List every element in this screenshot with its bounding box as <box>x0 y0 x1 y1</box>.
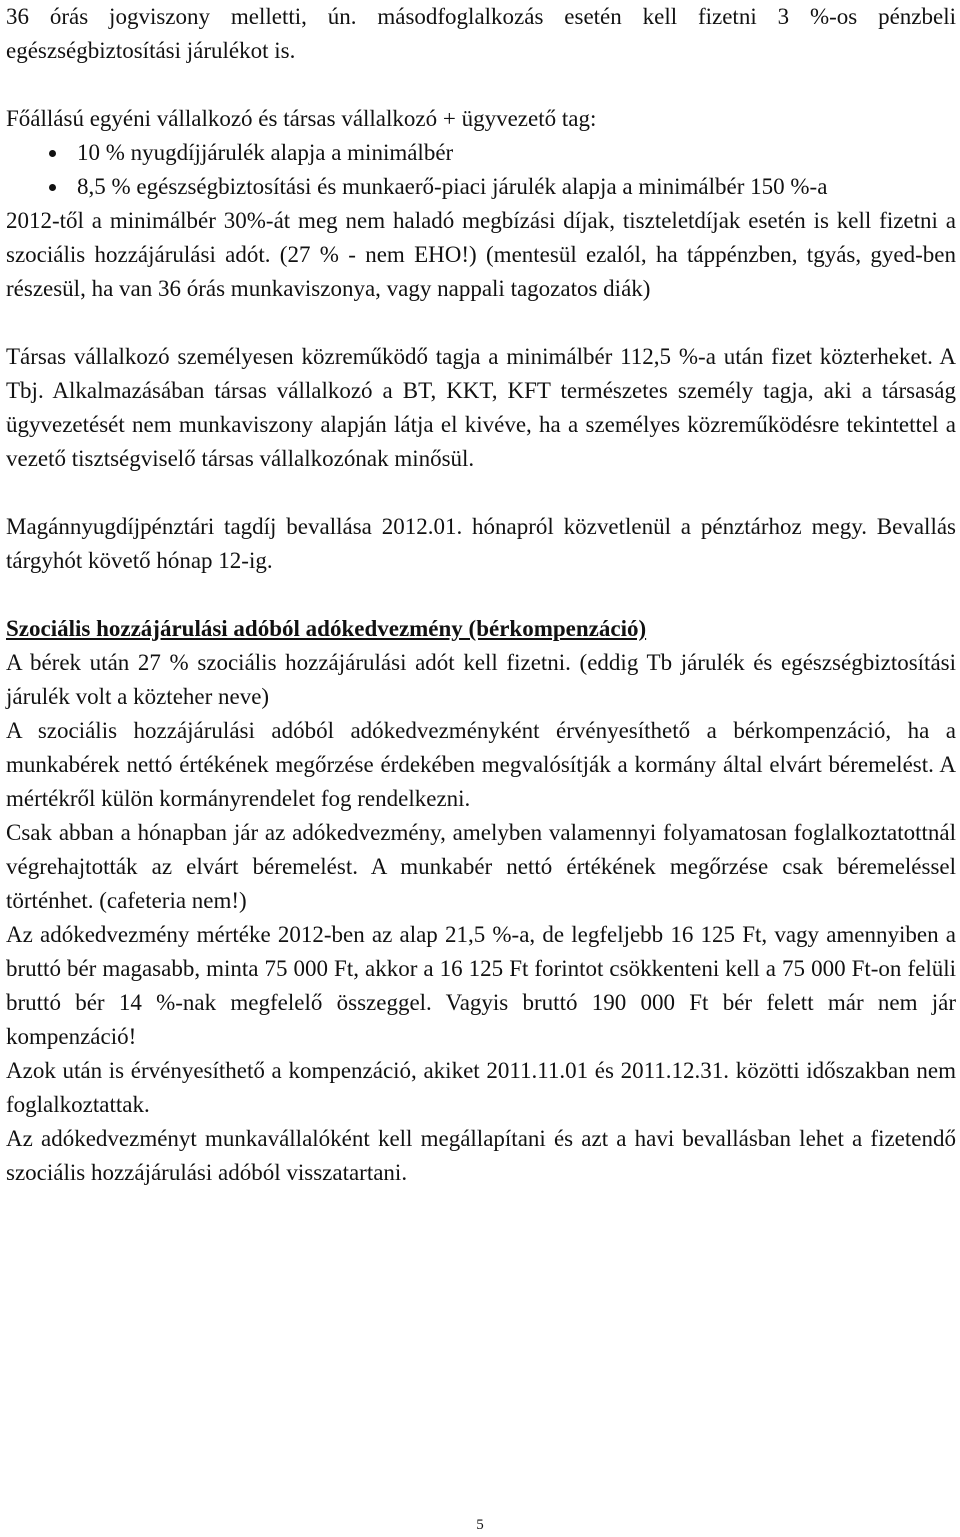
document-page <box>6 0 956 1190</box>
spacer <box>6 476 956 510</box>
paragraph-monthly-return: Az adókedvezményt munkavállalóként kell megállapítani és azt a havi bevallásban lehet a fizetendő szociális hozzájárulási adóból visszatartani. <box>6 1126 956 1185</box>
section-heading: Szociális hozzájárulási adóból adókedvezmény (bérkompenzáció) <box>6 616 647 641</box>
list-item-text: 10 % nyugdíjjárulék alapja a minimálbér <box>77 140 454 165</box>
paragraph-partner-member: Társas vállalkozó személyesen közreműködő tagja a minimálbér 112,5 %-a után fizet közterheket. A Tbj. Alkalmazásában társas vállalkozó a BT, KKT, KFT természetes személy tagja, aki a társaság ügyvezetését nem munkaviszony alapján látja el kivéve, ha a személyes közreműködésre tekintettel a vezető tisztségviselő társas vállalkozónak minősül. <box>6 344 956 471</box>
page-number: 5 <box>476 1517 484 1533</box>
paragraph-second-job: 36 órás jogviszony melletti, ún. másodfoglalkozás esetén kell fizetni 3 %-os pénzbeli egészségbiztosítási járulékot is. <box>6 4 956 63</box>
paragraph-social-tax-rate: A bérek után 27 % szociális hozzájárulási adót kell fizetni. (eddig Tb járulék és egészségbiztosítási járulék volt a közteher neve) <box>6 650 956 709</box>
bullet-icon <box>49 184 56 191</box>
spacer <box>6 306 956 340</box>
paragraph-wage-compensation: A szociális hozzájárulási adóból adókedvezményként érvényesíthető a bérkompenzáció, ha a munkabérek nettó értékének megőrzése érdekében megvalósítják a kormány által elvárt béremelést. A mértékről külön kormányrendelet fog rendelkezni. <box>6 718 956 811</box>
list-item-text: 8,5 % egészségbiztosítási és munkaerő-piaci járulék alapja a minimálbér 150 %-a <box>77 174 828 199</box>
paragraph-non-employed-period: Azok után is érvényesíthető a kompenzáció, akiket 2011.11.01 és 2011.12.31. közötti időszakban nem foglalkoztattak. <box>6 1058 956 1117</box>
paragraph-monthly-eligibility: Csak abban a hónapban jár az adókedvezmény, amelyben valamennyi folyamatosan foglalkoztatottnál végrehajtották az elvárt béremelést. A munkabér nettó értékének megőrzése csak béremeléssel történhet. (cafeteria nem!) <box>6 820 956 913</box>
spacer <box>6 578 956 612</box>
paragraph-discount-amount: Az adókedvezmény mértéke 2012-ben az alap 21,5 %-a, de legfeljebb 16 125 Ft, vagy amennyiben a bruttó bér magasabb, minta 75 000 Ft, akkor a 16 125 Ft forintot csökkenteni kell a 75 000 Ft-on felüli bruttó bér 14 %-nak megfelelő összeggel. Vagyis bruttó 190 000 Ft bér felett már nem jár kompenzáció! <box>6 922 956 1049</box>
spacer <box>6 68 956 102</box>
paragraph-entrepreneur-intro: Főállású egyéni vállalkozó és társas vállalkozó + ügyvezető tag: <box>6 106 597 131</box>
list-item <box>6 136 956 170</box>
bullet-icon <box>49 150 56 157</box>
contribution-bullet-list <box>6 136 956 204</box>
paragraph-commission-fees: 2012-től a minimálbér 30%-át meg nem haladó megbízási díjak, tiszteletdíjak esetén is kell fizetni a szociális hozzájárulási adót. (27 % - nem EHO!) (mentesül ezalól, ha táppénzben, tgyás, gyed-ben részesül, ha van 36 órás munkaviszonya, vagy nappali tagozatos diák) <box>6 208 956 301</box>
list-item <box>6 170 956 204</box>
paragraph-pension-fund: Magánnyugdíjpénztári tagdíj bevallása 2012.01. hónapról közvetlenül a pénztárhoz megy. Bevallás tárgyhót követő hónap 12-ig. <box>6 514 956 573</box>
